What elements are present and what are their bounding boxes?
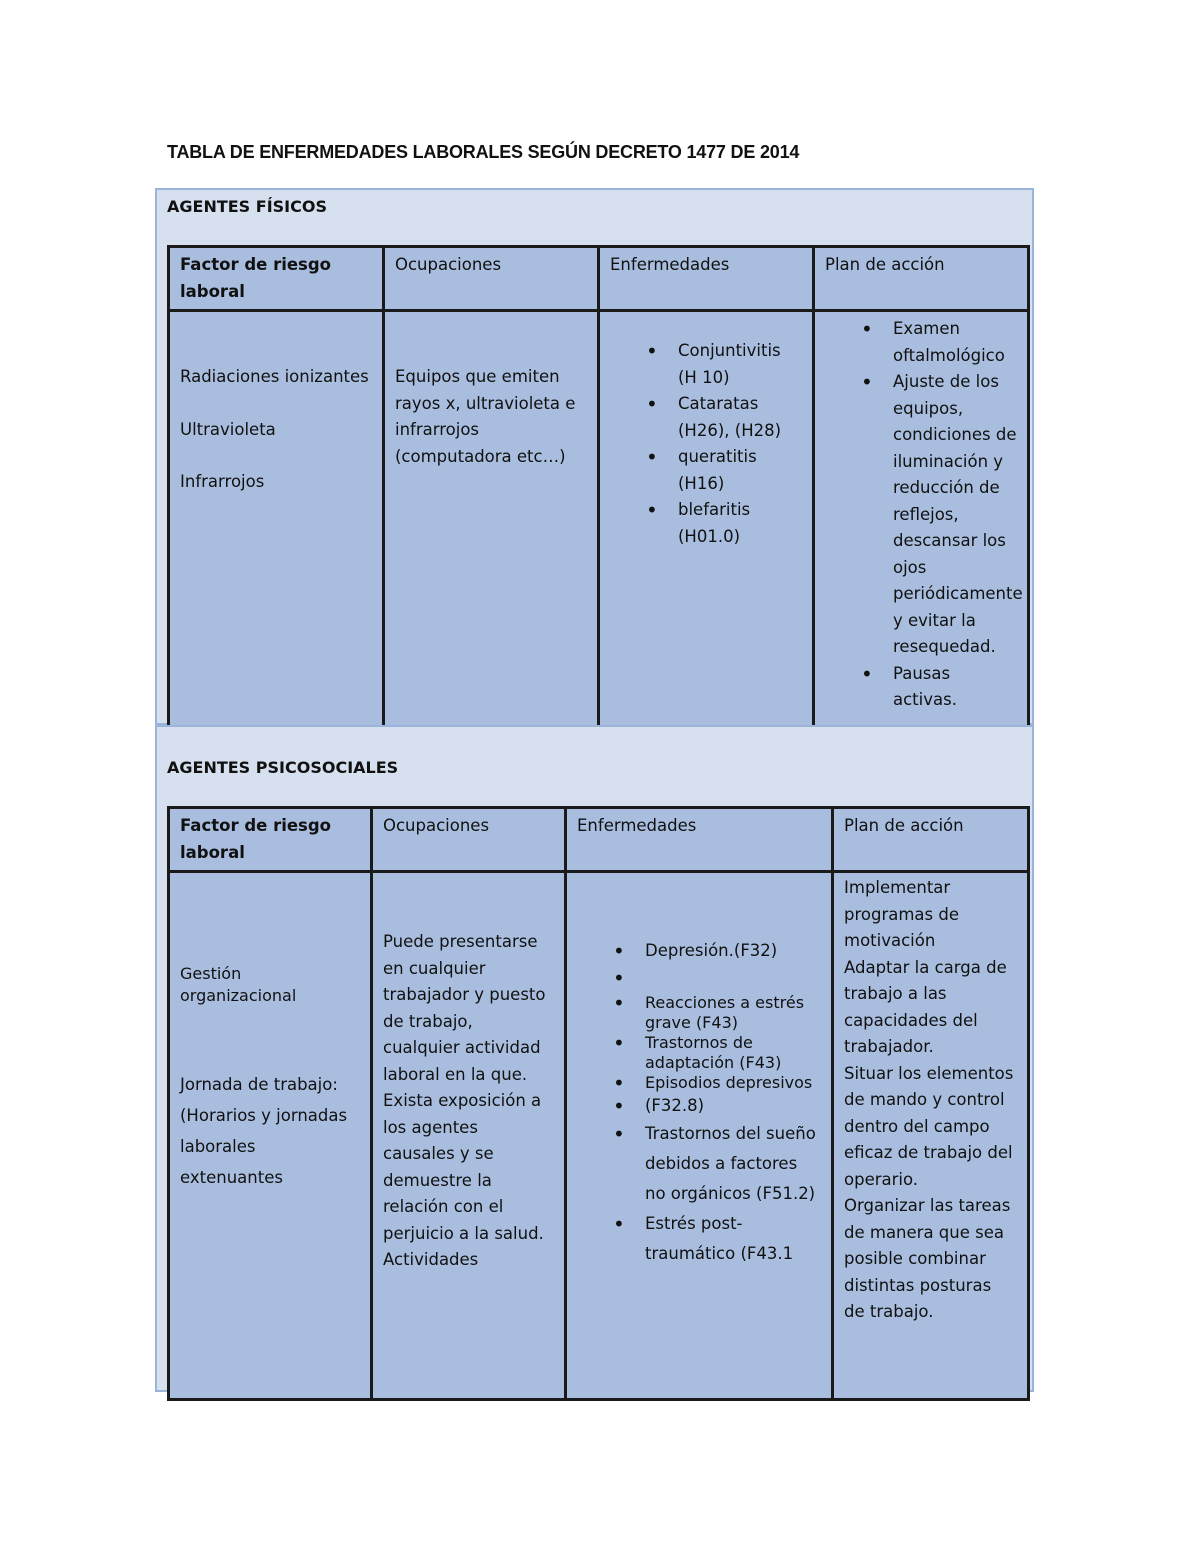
header-plan: Plan de acción: [814, 247, 1029, 311]
factor-item: Gestión organizacional: [180, 964, 297, 1005]
enfermedades-cell: [599, 311, 814, 735]
list-item: • Examen oftalmológico: [855, 316, 1017, 369]
list-item: • queratitis (H16): [640, 444, 802, 497]
table-row: [169, 311, 1029, 735]
list-item: • Reacciones a estrés grave (F43): [607, 993, 821, 1033]
table-header-row: [169, 808, 1029, 872]
plan-list: [819, 316, 1023, 714]
table-row: [169, 872, 1029, 1400]
document-title: TABLA DE ENFERMEDADES LABORALES SEGÚN DECRETO 1477 DE 2014: [167, 142, 800, 162]
plan-cell: [814, 311, 1029, 735]
list-item: • Episodios depresivos: [607, 1073, 821, 1093]
plan-item: Adaptar la carga de trabajo a las capacidades del trabajador.: [844, 957, 1007, 1056]
section-heading: AGENTES FÍSICOS: [167, 197, 327, 216]
header-enfermedades: Enfermedades: [599, 247, 814, 311]
factor-item: Ultravioleta: [180, 419, 276, 439]
plan-cell: [833, 872, 1029, 1400]
section-psychosocial-agents: [155, 725, 1034, 1392]
disease-list-compact: [571, 993, 821, 1093]
header-enfermedades: Enfermedades: [566, 808, 833, 872]
ocupaciones-cell: Puede presentarse en cualquier trabajador y puesto de trabajo, cualquier actividad laboral en la que. Exista exposición a los agentes causales y se demuestre la relación con el perjuicio a la salud. Actividades: [372, 872, 566, 1400]
section-physical-agents: [155, 188, 1034, 725]
physical-agents-table: [167, 245, 1030, 736]
list-item: • Conjuntivitis (H 10): [640, 338, 802, 391]
header-factor: Factor de riesgo laboral: [169, 247, 384, 311]
list-item: [607, 965, 821, 993]
plan-item: Organizar las tareas de manera que sea posible combinar distintas posturas de trabajo.: [844, 1196, 1011, 1321]
list-item: • Estrés post-traumático (F43.1: [607, 1209, 821, 1269]
disease-list: [604, 338, 802, 550]
list-item: • Trastornos del sueño debidos a factores no orgánicos (F51.2): [607, 1119, 821, 1209]
plan-item: Implementar programas de motivación: [844, 878, 960, 950]
list-item: • Cataratas (H26), (H28): [640, 391, 802, 444]
ocupaciones-cell: Equipos que emiten rayos x, ultravioleta e infrarrojos (computadora etc…): [384, 311, 599, 735]
list-item: • Pausas activas.: [855, 661, 1017, 714]
list-item: • (F32.8): [607, 1093, 821, 1119]
list-item: • Ajuste de los equipos, condiciones de iluminación y reducción de reflejos, descansar los ojos periódicamente y evitar la resequedad.: [855, 369, 1017, 661]
factor-item: Jornada de trabajo: (Horarios y jornadas laborales extenuantes: [180, 1075, 348, 1187]
header-factor: Factor de riesgo laboral: [169, 808, 372, 872]
disease-list: [571, 1093, 821, 1269]
list-item: • Depresión.(F32): [607, 937, 821, 965]
header-ocupaciones: Ocupaciones: [384, 247, 599, 311]
factor-cell: [169, 311, 384, 735]
header-plan: Plan de acción: [833, 808, 1029, 872]
plan-item: Situar los elementos de mando y control dentro del campo eficaz de trabajo del operario.: [844, 1063, 1014, 1189]
enfermedades-cell: [566, 872, 833, 1400]
header-ocupaciones: Ocupaciones: [372, 808, 566, 872]
section-heading: AGENTES PSICOSOCIALES: [167, 758, 399, 777]
table-header-row: [169, 247, 1029, 311]
factor-cell: [169, 872, 372, 1400]
list-item: • Trastornos de adaptación (F43): [607, 1033, 821, 1073]
disease-list: [571, 937, 821, 993]
psychosocial-agents-table: [167, 806, 1030, 1401]
factor-item: Infrarrojos: [180, 472, 265, 491]
factor-item: Radiaciones ionizantes: [180, 367, 369, 386]
list-item: • blefaritis (H01.0): [640, 497, 802, 550]
